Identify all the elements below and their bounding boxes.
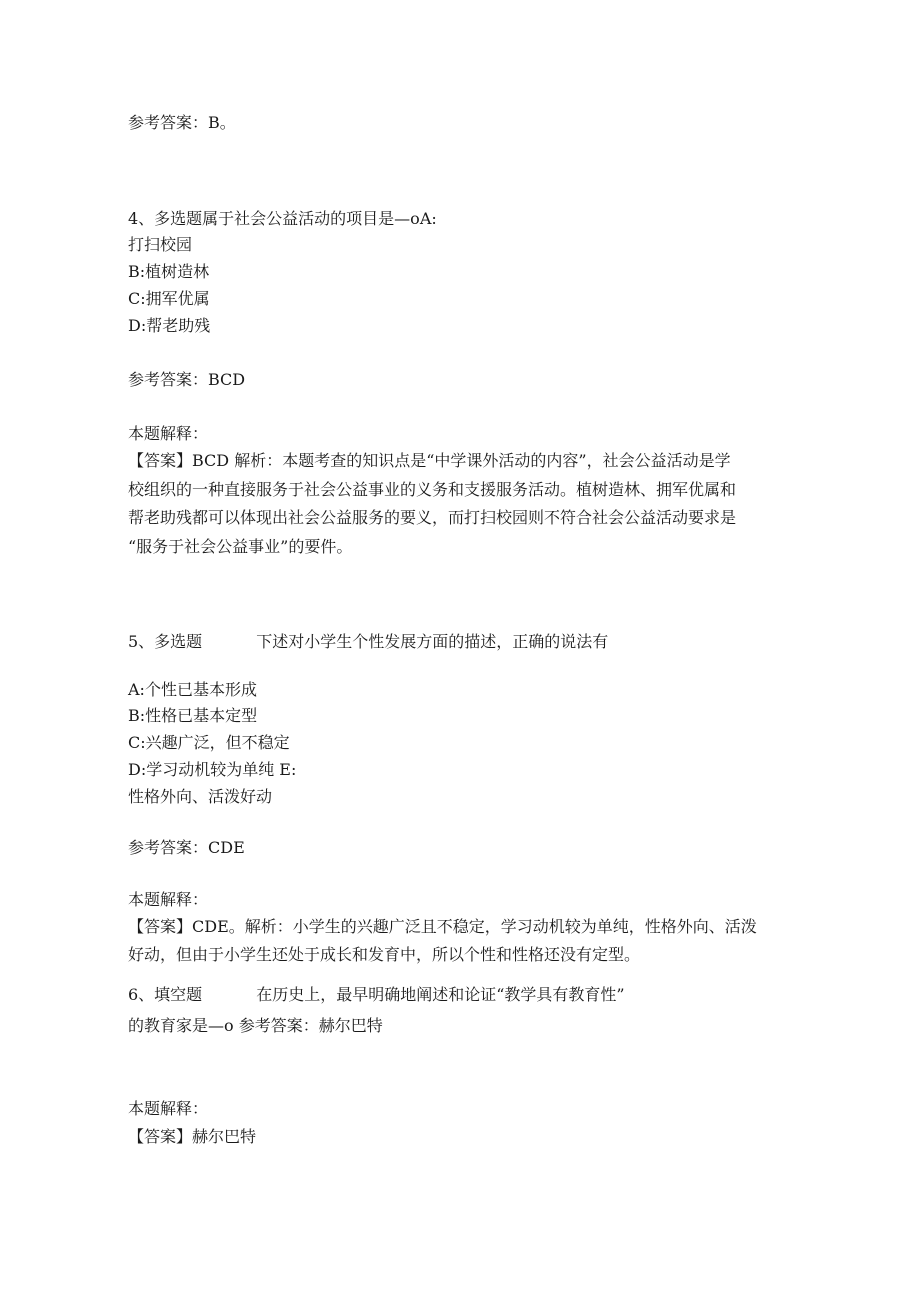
q5-option-e: 性格外向、活泼好动	[128, 787, 273, 806]
q4-explain-line: 【答案】BCD 解析：本题考查的知识点是“中学课外活动的内容”，社会公益活动是学	[128, 451, 731, 470]
q4-stem: 4、多选题属于社会公益活动的项目是—oA:	[128, 209, 437, 228]
q4-option-b: B:植树造林	[128, 262, 210, 281]
q4-explain-title: 本题解释：	[128, 424, 209, 443]
q5-option-c: C:兴趣广泛，但不稳定	[128, 733, 290, 752]
q6-stem-cont: 的教育家是—o 参考答案：赫尔巴特	[128, 1016, 383, 1035]
q5-explain-title: 本题解释：	[128, 890, 209, 909]
q4-option-d: D:帮老助残	[128, 316, 211, 335]
q5-option-b: B:性格已基本定型	[128, 706, 258, 725]
q4-option-a: 打扫校园	[128, 235, 193, 254]
q4-explain-line: 校组织的一种直接服务于社会公益事业的义务和支援服务活动。植树造林、拥军优属和	[128, 480, 737, 499]
q4-explain-line: “服务于社会公益事业”的要件。	[128, 537, 353, 556]
q5-explain-line: 【答案】CDE。解析：小学生的兴趣广泛且不稳定，学习动机较为单纯，性格外向、活泼	[128, 917, 757, 936]
q4-explain-line: 帮老助残都可以体现出社会公益服务的要义，而打扫校园则不符合社会公益活动要求是	[128, 508, 737, 527]
q5-option-a: A:个性已基本形成	[128, 680, 257, 699]
q6-explain-line: 【答案】赫尔巴特	[128, 1127, 257, 1146]
q6-question-line	[128, 985, 625, 1005]
q4-answer: 参考答案：BCD	[128, 370, 246, 389]
q5-number-type: 5、多选题	[128, 632, 203, 651]
q5-question-line	[128, 632, 608, 652]
q4-option-c: C:拥军优属	[128, 289, 210, 308]
q6-stem: 在历史上，最早明确地阐述和论证“教学具有教育性”	[256, 985, 625, 1004]
q6-number-type: 6、填空题	[128, 985, 203, 1004]
q5-explain-line: 好动，但由于小学生还处于成长和发育中，所以个性和性格还没有定型。	[128, 945, 641, 964]
q6-explain-title: 本题解释：	[128, 1099, 209, 1118]
q5-option-d: D:学习动机较为单纯 E:	[128, 760, 297, 779]
q5-answer: 参考答案：CDE	[128, 838, 245, 857]
q3-answer: 参考答案：B。	[128, 113, 236, 132]
q5-stem: 下述对小学生个性发展方面的描述，正确的说法有	[256, 632, 609, 651]
